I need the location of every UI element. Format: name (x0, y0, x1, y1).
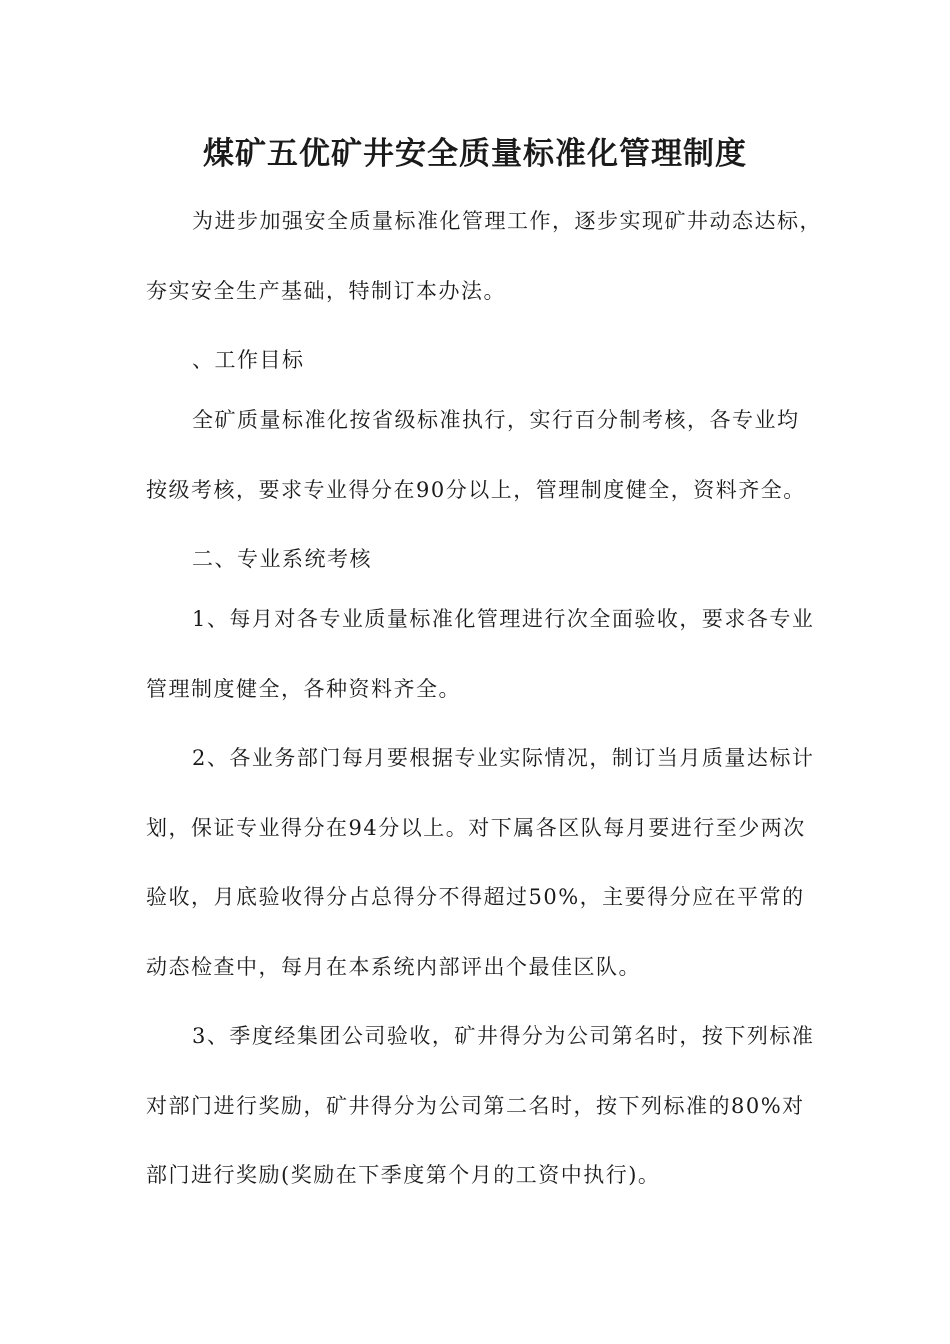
paragraph-line: 按级考核，要求专业得分在90分以上，管理制度健全，资料齐全。 (146, 477, 806, 502)
paragraph-line: 验收，月底验收得分占总得分不得超过50%，主要得分应在平常的 (146, 885, 805, 909)
paragraph-line: 夯实安全生产基础，特制订本办法。 (146, 278, 506, 303)
paragraph-line: 划，保证专业得分在94分以上。对下属各区队每月要进行至少两次 (146, 815, 806, 840)
document-body (146, 196, 822, 1220)
section-heading: 、工作目标 (192, 348, 305, 372)
paragraph-line: 2、各业务部门每月要根据专业实际情况，制订当月质量达标计 (192, 746, 815, 770)
document-title: 煤矿五优矿井安全质量标准化管理制度 (203, 136, 747, 172)
paragraph-line: 为进步加强安全质量标准化管理工作，逐步实现矿井动态达标， (192, 209, 822, 233)
paragraph-line: 动态检查中，每月在本系统内部评出个最佳区队。 (146, 954, 641, 979)
paragraph-line: 对部门进行奖励，矿井得分为公司第二名时，按下列标准的80%对 (146, 1093, 805, 1118)
paragraph-line: 管理制度健全，各种资料齐全。 (146, 676, 461, 701)
paragraph-line: 全矿质量标准化按省级标准执行，实行百分制考核，各专业均 (192, 408, 800, 432)
paragraph-line: 3、季度经集团公司验收，矿井得分为公司第名时，按下列标准 (192, 1024, 815, 1048)
paragraph-line: 部门进行奖励(奖励在下季度第个月的工资中执行)。 (146, 1163, 661, 1187)
paragraph-line: 1、每月对各专业质量标准化管理进行次全面验收，要求各专业 (192, 607, 815, 631)
section-heading: 二、专业系统考核 (192, 547, 372, 571)
